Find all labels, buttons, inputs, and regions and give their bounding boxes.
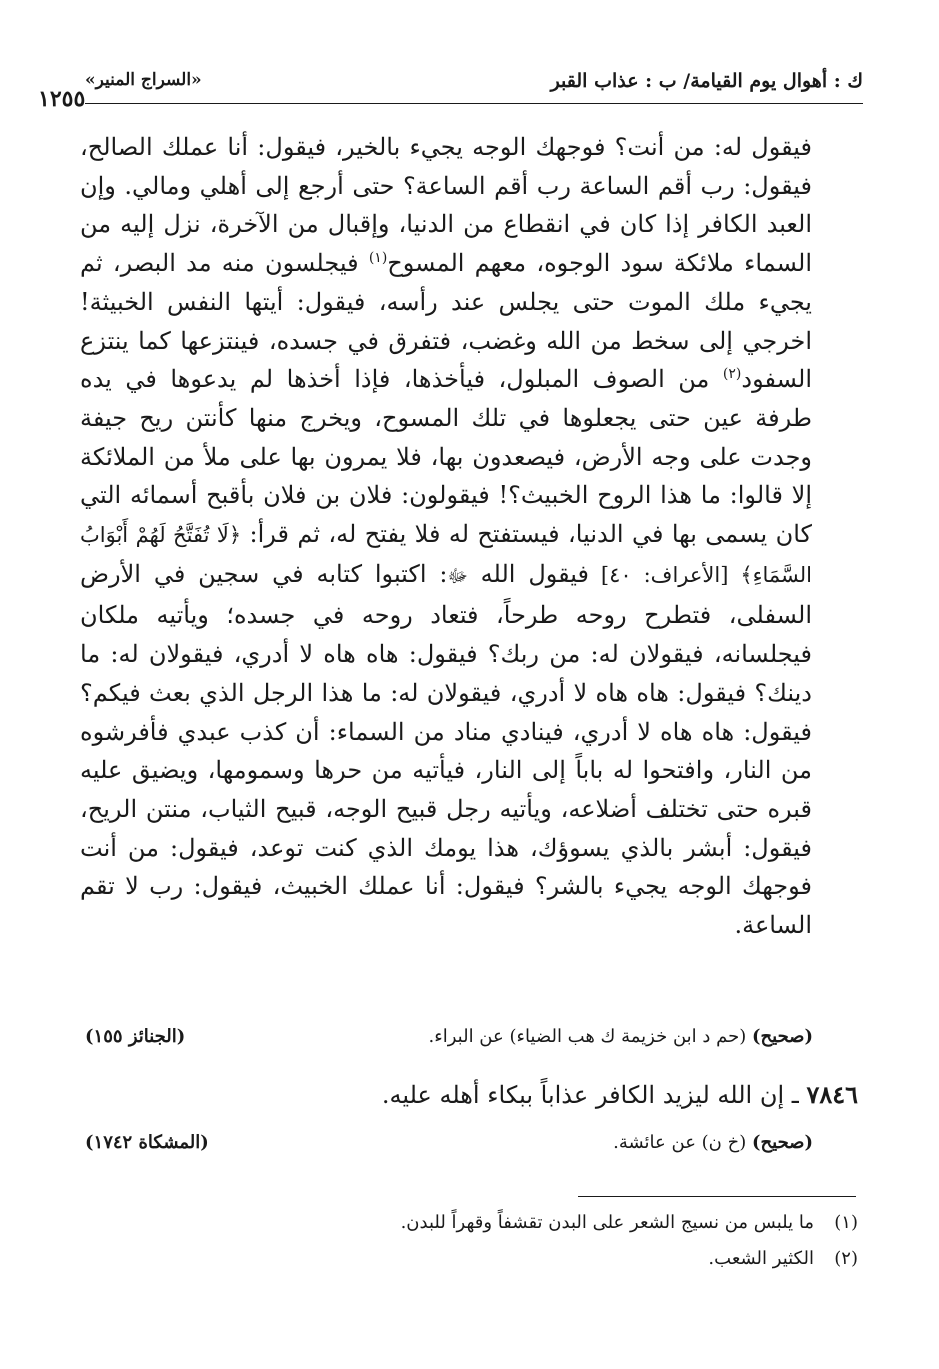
grade-sources-1: (حم د ابن خزيمة ك هب الضياء) عن البراء. bbox=[428, 1026, 752, 1047]
honorific-glyph: ﷻ bbox=[447, 565, 468, 587]
quran-reference: [الأعراف: ٤٠] bbox=[589, 562, 741, 587]
footnote-number-1: (١) bbox=[834, 1212, 858, 1233]
page-number: ١٢٥٥ bbox=[38, 86, 86, 112]
hadith-entry bbox=[80, 1080, 858, 1109]
cross-reference-1: (الجنائز ١٥٥) bbox=[85, 1026, 186, 1047]
footnote-rule bbox=[578, 1196, 856, 1197]
grade-1 bbox=[429, 1026, 813, 1047]
footnote-number-2: (٢) bbox=[834, 1248, 858, 1269]
running-header bbox=[85, 66, 863, 104]
footnote-1 bbox=[100, 1212, 858, 1242]
footnote-ref-1: (١) bbox=[368, 250, 388, 267]
chapter-title: ك : أهوال يوم القيامة/ ب : عذاب القبر bbox=[550, 70, 863, 92]
grade-row-2 bbox=[85, 1132, 813, 1164]
book-title: «السراج المنير» bbox=[85, 70, 202, 90]
grade-2 bbox=[613, 1132, 813, 1153]
hadith-paragraph bbox=[80, 128, 812, 945]
body-text-part2: فيجلسون منه مد البصر، ثم يجيء ملك الموت حتى يجلس عند رأسه، فيقول: أيتها النفس الخبيثة! اخرجي إلى سخط من الله وغضب، فتفرق في جسده، فينتزعها كما ينتزع السفود bbox=[80, 249, 812, 394]
hadith-body bbox=[80, 128, 812, 945]
footnote-2 bbox=[100, 1248, 858, 1278]
hadith-text: ـ إن الله ليزيد الكافر عذاباً ببكاء أهله عليه. bbox=[381, 1081, 807, 1109]
header-rule bbox=[85, 103, 863, 104]
footnote-text-1: ما يلبس من نسيج الشعر على البدن تقشفاً وقهراً للبدن. bbox=[400, 1212, 814, 1233]
grade-sources-2: (خ ن) عن عائشة. bbox=[613, 1132, 752, 1153]
footnote-text-2: الكثير الشعب. bbox=[708, 1248, 814, 1269]
footnote-ref-2: (٢) bbox=[722, 366, 742, 383]
body-text-part3: من الصوف المبلول، فيأخذها، فإذا أخذها لم يدعوها في يده طرفة عين حتى يجعلوها في تلك المسوح، ويخرج منها كأنتن ريح جيفة وجدت على وجه الأرض، فيصعدون بها، فلا يمرون بها على ملأ من الملائكة إلا قالوا: ما هذا الروح الخبيث؟! فيقولون: فلان بن فلان بأقبح أسمائه التي كان يسمى بها في الدنيا، فيستفتح له فلا يفتح له، ثم قرأ: bbox=[80, 365, 812, 549]
grade-label-2: (صحيح) bbox=[752, 1132, 813, 1153]
body-text-part5: : اكتبوا كتابه في سجين في الأرض السفلى، فتطرح روحه طرحاً، فتعاد روحه في جسده؛ ويأتيه ملكان فيجلسانه، فيقولان له: من ربك؟ فيقول: هاه هاه لا أدري، فيقولان له: ما دينك؟ فيقول: هاه هاه لا أدري، فيقولان له: ما هذا الرجل الذي بعث فيكم؟ فيقول: هاه هاه لا أدري، فينادي مناد من السماء: أن كذب عبدي فأفرشوه من النار، وافتحوا له باباً إلى النار، فيأتيه من حرها وسمومها، ويضيق عليه قبره حتى تختلف أضلاعه، ويأتيه رجل قبيح الوجه، قبيح الثياب، منتن الريح، فيقول: أبشر بالذي يسوؤك، هذا يومك الذي كنت توعد، فيقول: من أنت فوجهك الوجه يجيء بالشر؟ فيقول: أنا عملك الخبيث، فيقول: رب لا تقم الساعة. bbox=[80, 559, 812, 940]
body-text-part4: فيقول الله bbox=[467, 559, 590, 588]
hadith-number: ٧٨٤٦ bbox=[806, 1080, 858, 1109]
body-text-part1: فيقول له: من أنت؟ فوجهك الوجه يجيء بالخير، فيقول: أنا عملك الصالح، فيقول: رب أقم الساعة رب أقم الساعة؟ حتى أرجع إلى أهلي ومالي. وإن العبد الكافر إذا كان في انقطاع من الدنيا، وإقبال من الآخرة، نزل إليه من السماء ملائكة سود الوجوه، معهم المسوح bbox=[80, 133, 812, 278]
grade-label-1: (صحيح) bbox=[752, 1026, 813, 1047]
cross-reference-2: (المشكاة ١٧٤٢) bbox=[85, 1132, 209, 1153]
quran-verse: ﴿لَا تُفَتَّحُ لَهُمْ أَبْوَابُ السَّمَاءِ﴾ bbox=[80, 523, 812, 587]
grade-row-1 bbox=[85, 1026, 813, 1058]
